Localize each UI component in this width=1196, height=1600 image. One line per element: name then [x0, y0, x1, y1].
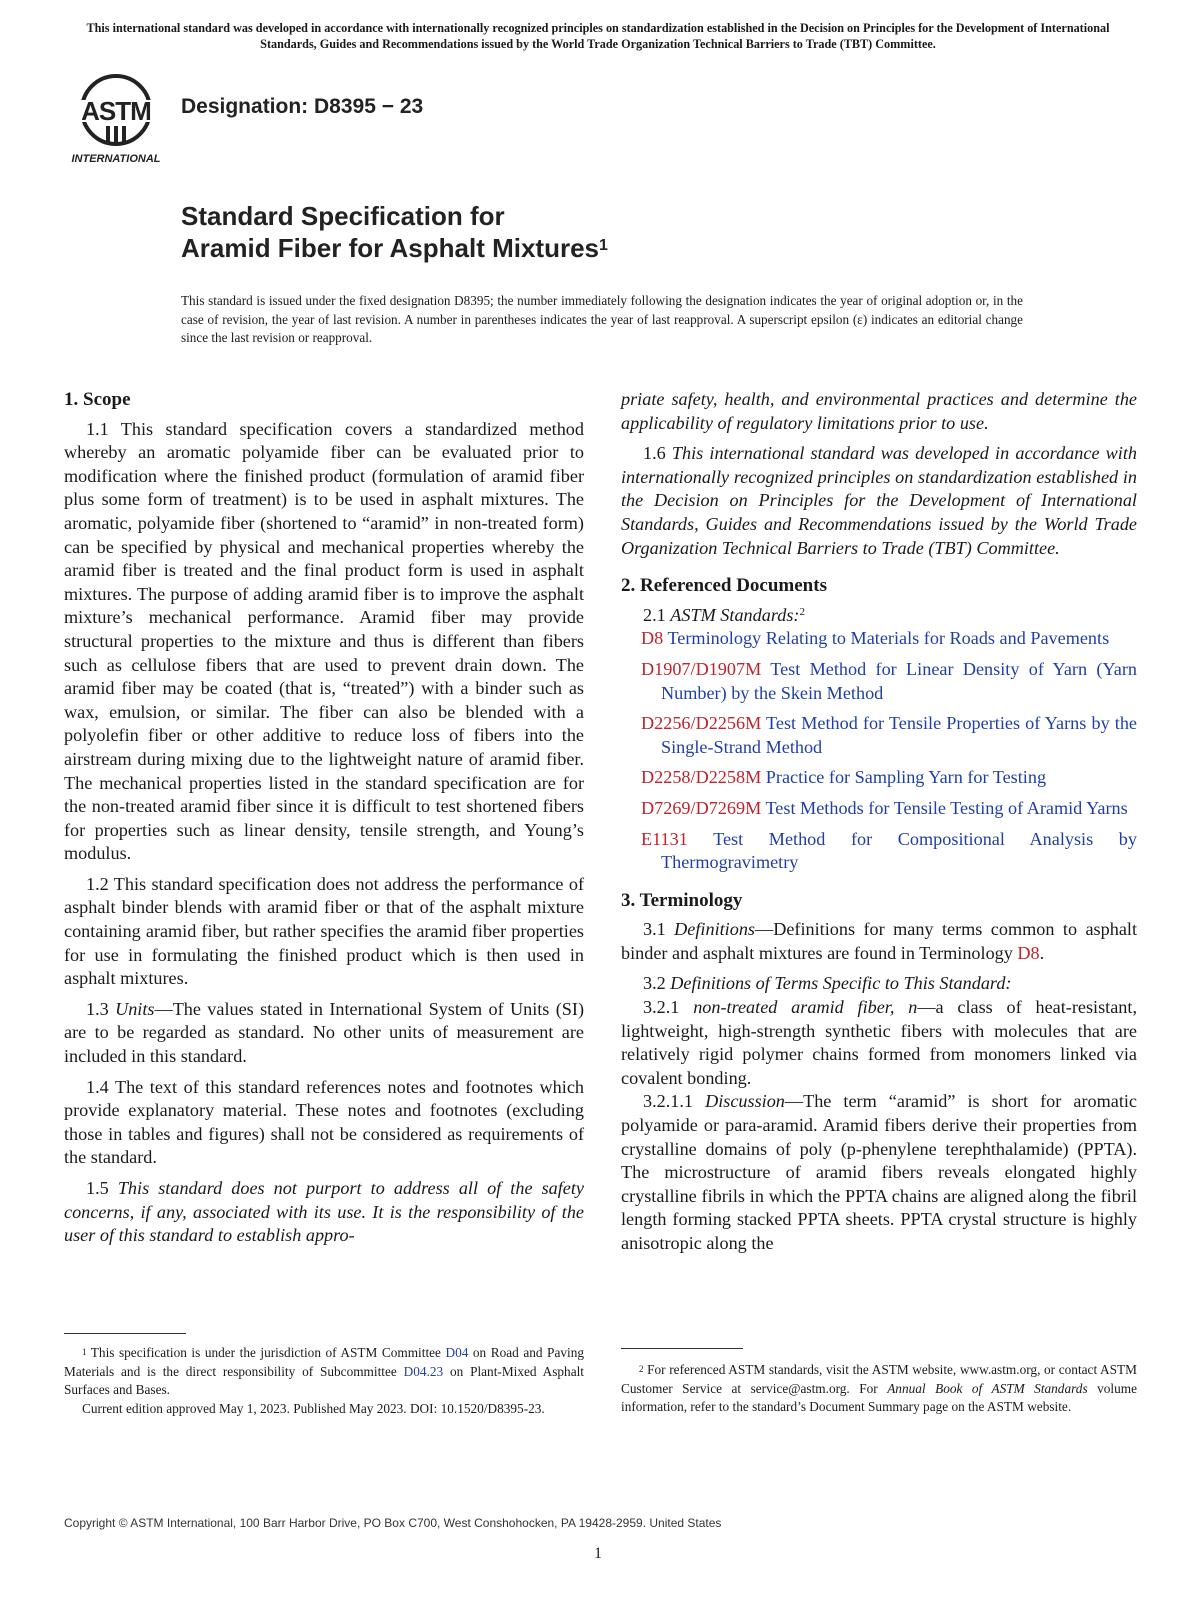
ref-code-link[interactable]: D2258/D2258M: [641, 767, 762, 788]
para-3-2-1-1: [621, 1090, 1137, 1255]
para-1-2: 1.2 This standard specification does not address the performance of asphalt binder blends with aramid fiber or that of the asphalt mixture containing aramid fiber, but rather specifies the aramid fiber properties for use in formulating the finished product which is then used in asphalt mixtures.: [64, 873, 584, 989]
footnote-1-text: [64, 1344, 584, 1400]
para-1-1: 1.1 This standard specification covers a standardized method whereby an aromatic polyamide fiber can be evaluated prior to modification where the finished product (formulation of aramid fiber plus some form of treatment) is to be used in asphalt mixtures. The aromatic, polyamide fiber (shortened to “aramid” in non-treated form) can be specified by physical and mechanical properties whereby the aramid fiber is treated and the final product form is used in asphalt mixtures. The purpose of adding aramid fiber is to improve the asphalt mixture’s mechanical performance. Aramid fiber may provide structural properties to the mixture and thus is different than fibers such as cellulose fibers that are used to prevent drain down. The aramid fiber may be coated (that is, “treated”) with a binder such as wax, emulsion, or similar. The fiber can also be blended with a polyolefin fiber or other additive to reduce loss of fibers into the airstream during mixing due to the lightweight nature of aramid fiber. The mechanical properties listed in the standard specification are for the non-treated aramid fiber since it is difficult to test shortened fibers for properties such as linear density, tensile strength, and Young’s modulus.: [64, 418, 584, 864]
para-3-2-1-text: —a class of heat-resistant, lightweight, high-strength synthetic fibers with molecules that are relatively rigid polymer chains formed from monomers linked via covalent bonding.: [621, 997, 1137, 1088]
para-2-1: [621, 604, 1137, 628]
ref-item: [621, 828, 1137, 875]
para-1-3-num: 1.3: [86, 998, 116, 1019]
para-3-1-d8-link[interactable]: D8: [1017, 942, 1040, 963]
ref-code-link[interactable]: D2256/D2256M: [641, 713, 762, 734]
right-column: [621, 388, 1137, 1263]
ref-title-link[interactable]: Terminology Relating to Materials for Roads and Pavements: [667, 628, 1110, 649]
ref-title-link[interactable]: Practice for Sampling Yarn for Testing: [765, 767, 1047, 788]
footnote-2: [621, 1361, 1137, 1417]
section-2-heading: 2. Referenced Documents: [621, 575, 827, 597]
para-3-2: [621, 972, 1137, 996]
footnote-1-c: on Plant-Mixed Asphalt Surfaces and Bases.: [64, 1363, 584, 1398]
para-1-3-text: —The values stated in International System of Units (SI) are to be regarded as standard. No other units of measurement are included in this standard.: [64, 998, 585, 1067]
para-3-1-num: 3.1: [643, 919, 675, 940]
ref-code-link[interactable]: E1131: [641, 828, 688, 849]
title-line-2: [181, 232, 608, 264]
section-3-heading: 3. Terminology: [621, 889, 743, 911]
para-3-2-1-term: non-treated aramid fiber, n: [693, 997, 918, 1018]
para-3-1: [621, 918, 1137, 965]
ref-title-link[interactable]: Test Method for Tensile Properties of Yarns by the Single-Strand Method: [661, 713, 1138, 757]
para-3-2-1: [621, 996, 1137, 1090]
title-line-2-text: Aramid Fiber for Asphalt Mixtures: [181, 233, 599, 263]
document-title: [181, 200, 608, 264]
committee-d04-link[interactable]: D04: [445, 1345, 469, 1360]
para-3-2-1-1-text: —The term “aramid” is short for aromatic polyamide or para-aramid. Aramid fibers derive their properties from crystalline domains of poly (p-phenylene terephthalamide) (PPTA). The microstructure of aramid fibers reveals elongated highly crystalline fibrils in which the PPTA chains are aligned along the fibril length forming stacked PPTA sheets. PPTA crystal structure is highly anisotropic along the: [621, 1091, 1137, 1253]
para-2-1-footnote-mark: 2: [799, 605, 805, 618]
para-2-1-title: ASTM Standards:: [670, 604, 800, 625]
section-1-heading: 1. Scope: [64, 389, 131, 410]
ref-item: [621, 658, 1137, 705]
ref-title-link[interactable]: Test Method for Compositional Analysis by Thermogravimetry: [661, 828, 1137, 873]
para-3-1-term: Definitions: [674, 919, 756, 940]
copyright: Copyright © ASTM International, 100 Barr Harbor Drive, PO Box C700, West Conshohocken, PA 19428-2959. United States: [64, 1516, 722, 1530]
para-1-5-num: 1.5: [86, 1178, 118, 1198]
page-number: 1: [594, 1545, 602, 1562]
footnote-2-a: For referenced ASTM standards, visit the ASTM website, www.astm.org, or contact ASTM Customer Service at service@astm.org. For: [621, 1362, 1137, 1396]
ref-title-link[interactable]: Test Methods for Tensile Testing of Aramid Yarns: [765, 797, 1128, 818]
para-3-2-1-1-num: 3.2.1.1: [643, 1091, 706, 1112]
para-1-4: 1.4 The text of this standard references notes and footnotes which provide explanatory material. These notes and footnotes (excluding those in tables and figures) shall not be considered as requirements of the standard.: [64, 1076, 584, 1168]
top-notice: This international standard was developed in accordance with internationally recognized principles on standardization established in the Decision on Principles for the Development of International Standards, Guides and Recommendations issued by the World Trade Organization Technical Barriers to Trade (TBT) Committee.: [86, 21, 1110, 51]
ref-code-link[interactable]: D8: [641, 628, 664, 649]
para-1-5-text: This standard does not purport to address all of the safety concerns, if any, associated with its use. It is the responsibility of the user of this standard to establish appro-: [64, 1178, 585, 1246]
footnote-rule-left: [64, 1333, 186, 1334]
para-3-1-text: —Definitions for many terms common to asphalt binder and asphalt mixtures are found in Terminology: [621, 919, 1137, 963]
para-1-5: [64, 1177, 584, 1248]
title-footnote-mark: 1: [599, 237, 608, 254]
logo-subtext: INTERNATIONAL: [71, 153, 161, 165]
footnote-1-edition: Current edition approved May 1, 2023. Published May 2023. DOI: 10.1520/D8395-23.: [82, 1400, 545, 1416]
astm-logo-icon: [62, 70, 170, 166]
ref-item: [621, 797, 1137, 821]
footnote-2-mark: 2: [639, 1364, 644, 1374]
subcommittee-d04-23-link[interactable]: D04.23: [403, 1363, 444, 1379]
para-1-5-continued: priate safety, health, and environmental practices and determine the applicability of regulatory limitations prior to use.: [621, 389, 1137, 433]
para-2-1-num: 2.1: [643, 604, 671, 625]
ref-item: [621, 712, 1137, 759]
footnote-2-b: volume information, refer to the standard’s Document Summary page on the ASTM website.: [621, 1380, 1137, 1415]
footnote-1-b: on Road and Paving Materials and is the direct responsibility of Subcommittee: [64, 1345, 584, 1379]
title-line-1: Standard Specification for: [181, 201, 505, 231]
para-3-2-1-num: 3.2.1: [643, 997, 694, 1018]
para-1-3-term: Units: [115, 998, 155, 1019]
para-1-6-text: This international standard was developed in accordance with internationally recognized principles on standardization established in the Decision on Principles for the Development of International Standards, Guides and Recommendations issued by the World Trade Organization Technical Barriers to Trade (TBT) Committee.: [621, 443, 1138, 558]
ref-title-link[interactable]: Test Method for Linear Density of Yarn (Yarn Number) by the Skein Method: [661, 658, 1137, 703]
referenced-documents-list: [621, 627, 1137, 874]
footnote-2-text: [621, 1361, 1137, 1417]
para-3-2-text: Definitions of Terms Specific to This Standard:: [670, 973, 1012, 994]
para-3-2-num: 3.2: [643, 973, 671, 994]
footnote-2-italic: Annual Book of ASTM Standards: [887, 1380, 1088, 1396]
footnote-rule-right: [621, 1348, 743, 1349]
issued-note: This standard is issued under the fixed designation D8395; the number immediately following the designation indicates the year of original adoption or, in the case of revision, the year of last revision. A number in parentheses indicates the year of last reapproval. A superscript epsilon (ε) indicates an editorial change since the last revision or reapproval.: [181, 293, 1023, 345]
footnote-1-mark: 1: [82, 1347, 87, 1357]
astm-logo: [62, 70, 170, 166]
footnote-1: [64, 1344, 584, 1418]
ref-code-link[interactable]: D1907/D1907M: [641, 658, 762, 679]
designation: Designation: D8395 − 23: [181, 95, 424, 118]
para-3-2-1-1-term: Discussion: [705, 1091, 785, 1112]
logo-text: ASTM: [81, 96, 151, 126]
para-1-6: [621, 442, 1137, 560]
ref-item: [621, 627, 1137, 651]
ref-item: [621, 766, 1137, 790]
footnote-1-a: This specification is under the jurisdiction of ASTM Committee: [90, 1345, 446, 1360]
para-1-6-num: 1.6: [643, 443, 672, 464]
ref-code-link[interactable]: D7269/D7269M: [641, 797, 762, 818]
para-1-3: [64, 998, 584, 1069]
left-column: [64, 388, 584, 1255]
para-3-1-end: .: [1039, 942, 1045, 963]
